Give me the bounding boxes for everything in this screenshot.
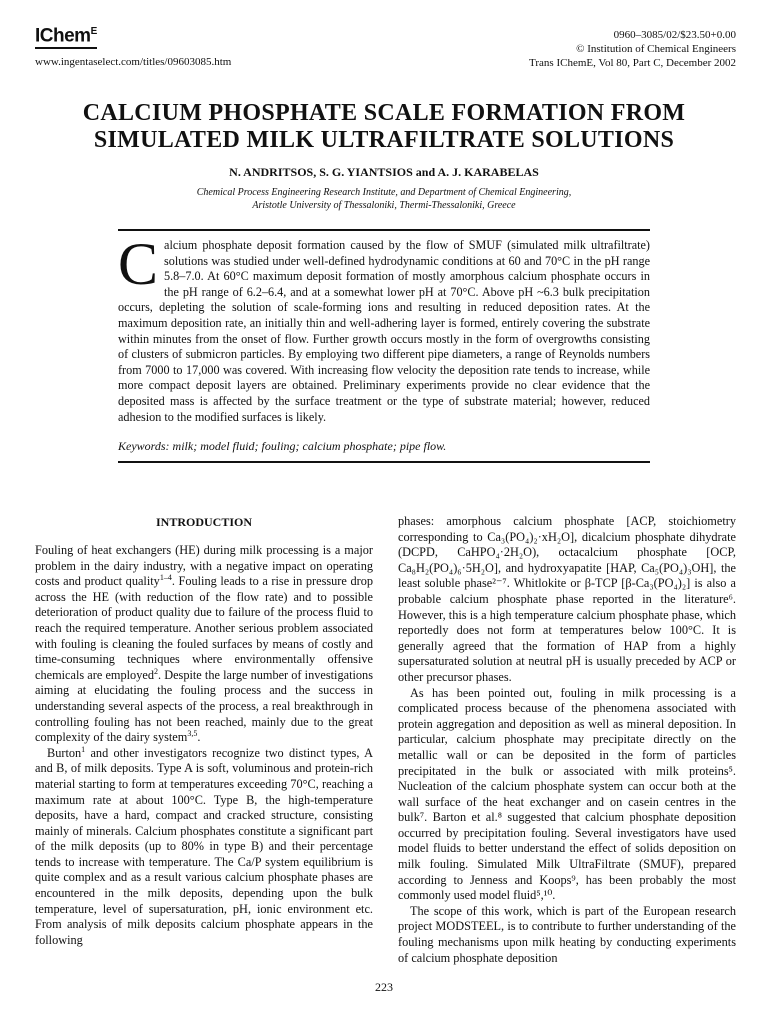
citation[interactable]: 1–4: [159, 573, 172, 583]
article-title: [40, 100, 728, 154]
right-column: [398, 514, 736, 966]
abstract-bottom-rule: [118, 461, 650, 463]
paragraph: As has been pointed out, fouling in milk processing is a complicated process because of the phenomena associated with protein aggregation and deposition as well as mineral deposition. In particular, calcium phosphate may precipitate directly on the metallic wall or can be deposited in the form of particles precipitated in the bulk or associated with milk proteins⁵. Nucleation of the calcium phosphate system can occur both at the wall surface of the heat exchanger and on casein centres in the bulk⁷. Barton et al.⁸ suggested that calcium phosphate deposition occurred by precipitation fouling. Several investigators have used model fluids to better understand the effect of solids deposition on milk fouling. Simulated Milk UltraFiltrate (SMUF), prepared according to Jenness and Koops⁹, has been probably the most commonly used model fluid⁵,¹⁰.: [398, 685, 736, 903]
abstract-dropcap: C: [118, 231, 159, 297]
paragraph: phases: amorphous calcium phosphate [ACP, stoichiometry corresponding to Ca₃(PO₄)₂·xH₂O], dicalcium phosphate dihydrate (DCPD, CaHPO₄·2H₂O), octacalcium phosphate [OCP, Ca₈H₂(PO₄)₆·5H₂O], and hydroxyapatite [HAP, Ca₅(PO₄)₃OH], the least soluble phase²⁻⁷. Whitlokite or β-TCP [β-Ca₃(PO₄)₂] is also a probable calcium phosphate phase reported in the literature⁶. However, this is a high temperature calcium phosphate phase, which reportedly does not form at temperatures below 100°C. It is generally agreed that the formation of HAP from a highly supersaturated solution at neutral pH is usually preceded by ACP or other precursor phases.: [398, 514, 736, 684]
affiliation-line-1: Chemical Process Engineering Research Institute, and Department of Chemical Engineering,: [196, 187, 572, 198]
abstract-text: alcium phosphate deposit formation caused by the flow of SMUF (simulated milk ultrafiltrate) solutions was studied under well-defined hydrodynamic conditions at 60 and 70°C in the pH range 5.8–7.0. At 60°C maximum deposit formation of mostly amorphous calcium phosphate occurs in the pH range of 6.2–6.4, and at a somewhat lower pH at 70°C. Above pH ~6.3 bulk precipitation occurs, depleting the solution of scale-forming ions and resulting in reduced deposition rates. At the maximum deposition rate, an initially thin and well-adhering layer is formed, entirely covering the substrate within minutes from the onset of flow. Further growth occurs mostly in the form of overgrowths consisting of clusters of submicron particles. By employing two different pipe diameters, a range of Reynolds numbers from 7000 to 17,000 was covered. With increasing flow velocity the deposition rate tends to increase, while more compact deposit layers are obtained. Preliminary experiments provide no clear evidence that the deposited mass is affected by the surface treatment or the type of substrate material; however, reduced adhesion to the modified surfaces is likely.: [118, 238, 650, 424]
left-column: [35, 543, 373, 948]
affiliation: [40, 186, 728, 212]
paragraph: The scope of this work, which is part of the European research project MODSTEEL, is to contribute to further understanding of the fouling mechanisms upon milk heating by conducting experiments of calcium phosphate deposition: [398, 903, 736, 965]
copyright: © Institution of Chemical Engineers: [576, 43, 736, 55]
paragraph: Fouling of heat exchangers (HE) during milk processing is a major problem in the dairy industry, with a negative impact on operating costs and product quality$^{1-4}$. Fouling leads to a rise in pressure drop across the HE (with reduction of the flow rate) and to possible deterioration of product quality due to failure of the process fluid to reach the required temperature. Another serious problem associated with fouling is cleaning the fouled surfaces by means of costly and time-consuming techniques where environmentally offensive chemicals are employed$^2$. Despite the large number of investigations aiming at elucidating the fouling process and the success in understanding several aspects of the process, a real breakthrough in controlling fouling has not been reached, mainly due to the great complexity of the dairy system$^{3,5}$.: [35, 543, 373, 745]
journal-logo: IChem$^E$: [35, 22, 97, 49]
page-number: 223: [375, 980, 393, 994]
citation[interactable]: 3,5: [187, 729, 198, 739]
citation[interactable]: 1: [81, 744, 86, 754]
section-heading-introduction: INTRODUCTION: [155, 515, 252, 529]
keywords: Keywords: milk; model fluid; fouling; calcium phosphate; pipe flow.: [118, 439, 447, 453]
title-line-1: CALCIUM PHOSPHATE SCALE FORMATION FROM: [82, 100, 686, 126]
paragraph: Burton$^1$ and other investigators recognize two distinct types, A and B, of milk deposits. Type A is soft, voluminous and protein-rich material starting to form at temperatures exceeding 70°C, reaching a maximum rate at about 100°C. Type B, the high-temperature deposits, have a hard, compact and cracked structure, consisting mainly of minerals. Calcium phosphates constitute a significant part of the milk deposits (up to 80% in type B) and their percentage tends to increase with temperature. The Ca/P system equilibrium is quite complex and as a result various calcium phosphate phases are encountered in the milk deposits, depending upon the bulk temperature, level of supersaturation, pH, ionic environment etc. From analysis of milk deposits calcium phosphate appears in the following: [35, 744, 373, 947]
title-line-2: SIMULATED MILK ULTRAFILTRATE SOLUTIONS: [93, 127, 675, 153]
journal-url[interactable]: www.ingentaselect.com/titles/09603085.htm: [35, 56, 232, 68]
journal-citation: Trans IChemE, Vol 80, Part C, December 2002: [529, 57, 736, 69]
abstract-top-rule: [118, 229, 650, 231]
abstract: [118, 231, 650, 425]
authors: N. ANDRITSOS, S. G. YIANTSIOS and A. J. KARABELAS: [229, 165, 539, 179]
affiliation-line-2: Aristotle University of Thessaloniki, Thermi-Thessaloniki, Greece: [252, 200, 516, 211]
issn-price: 0960–3085/02/$23.50+0.00: [613, 29, 736, 41]
journal-info: [529, 28, 736, 70]
citation[interactable]: 2: [153, 666, 158, 676]
